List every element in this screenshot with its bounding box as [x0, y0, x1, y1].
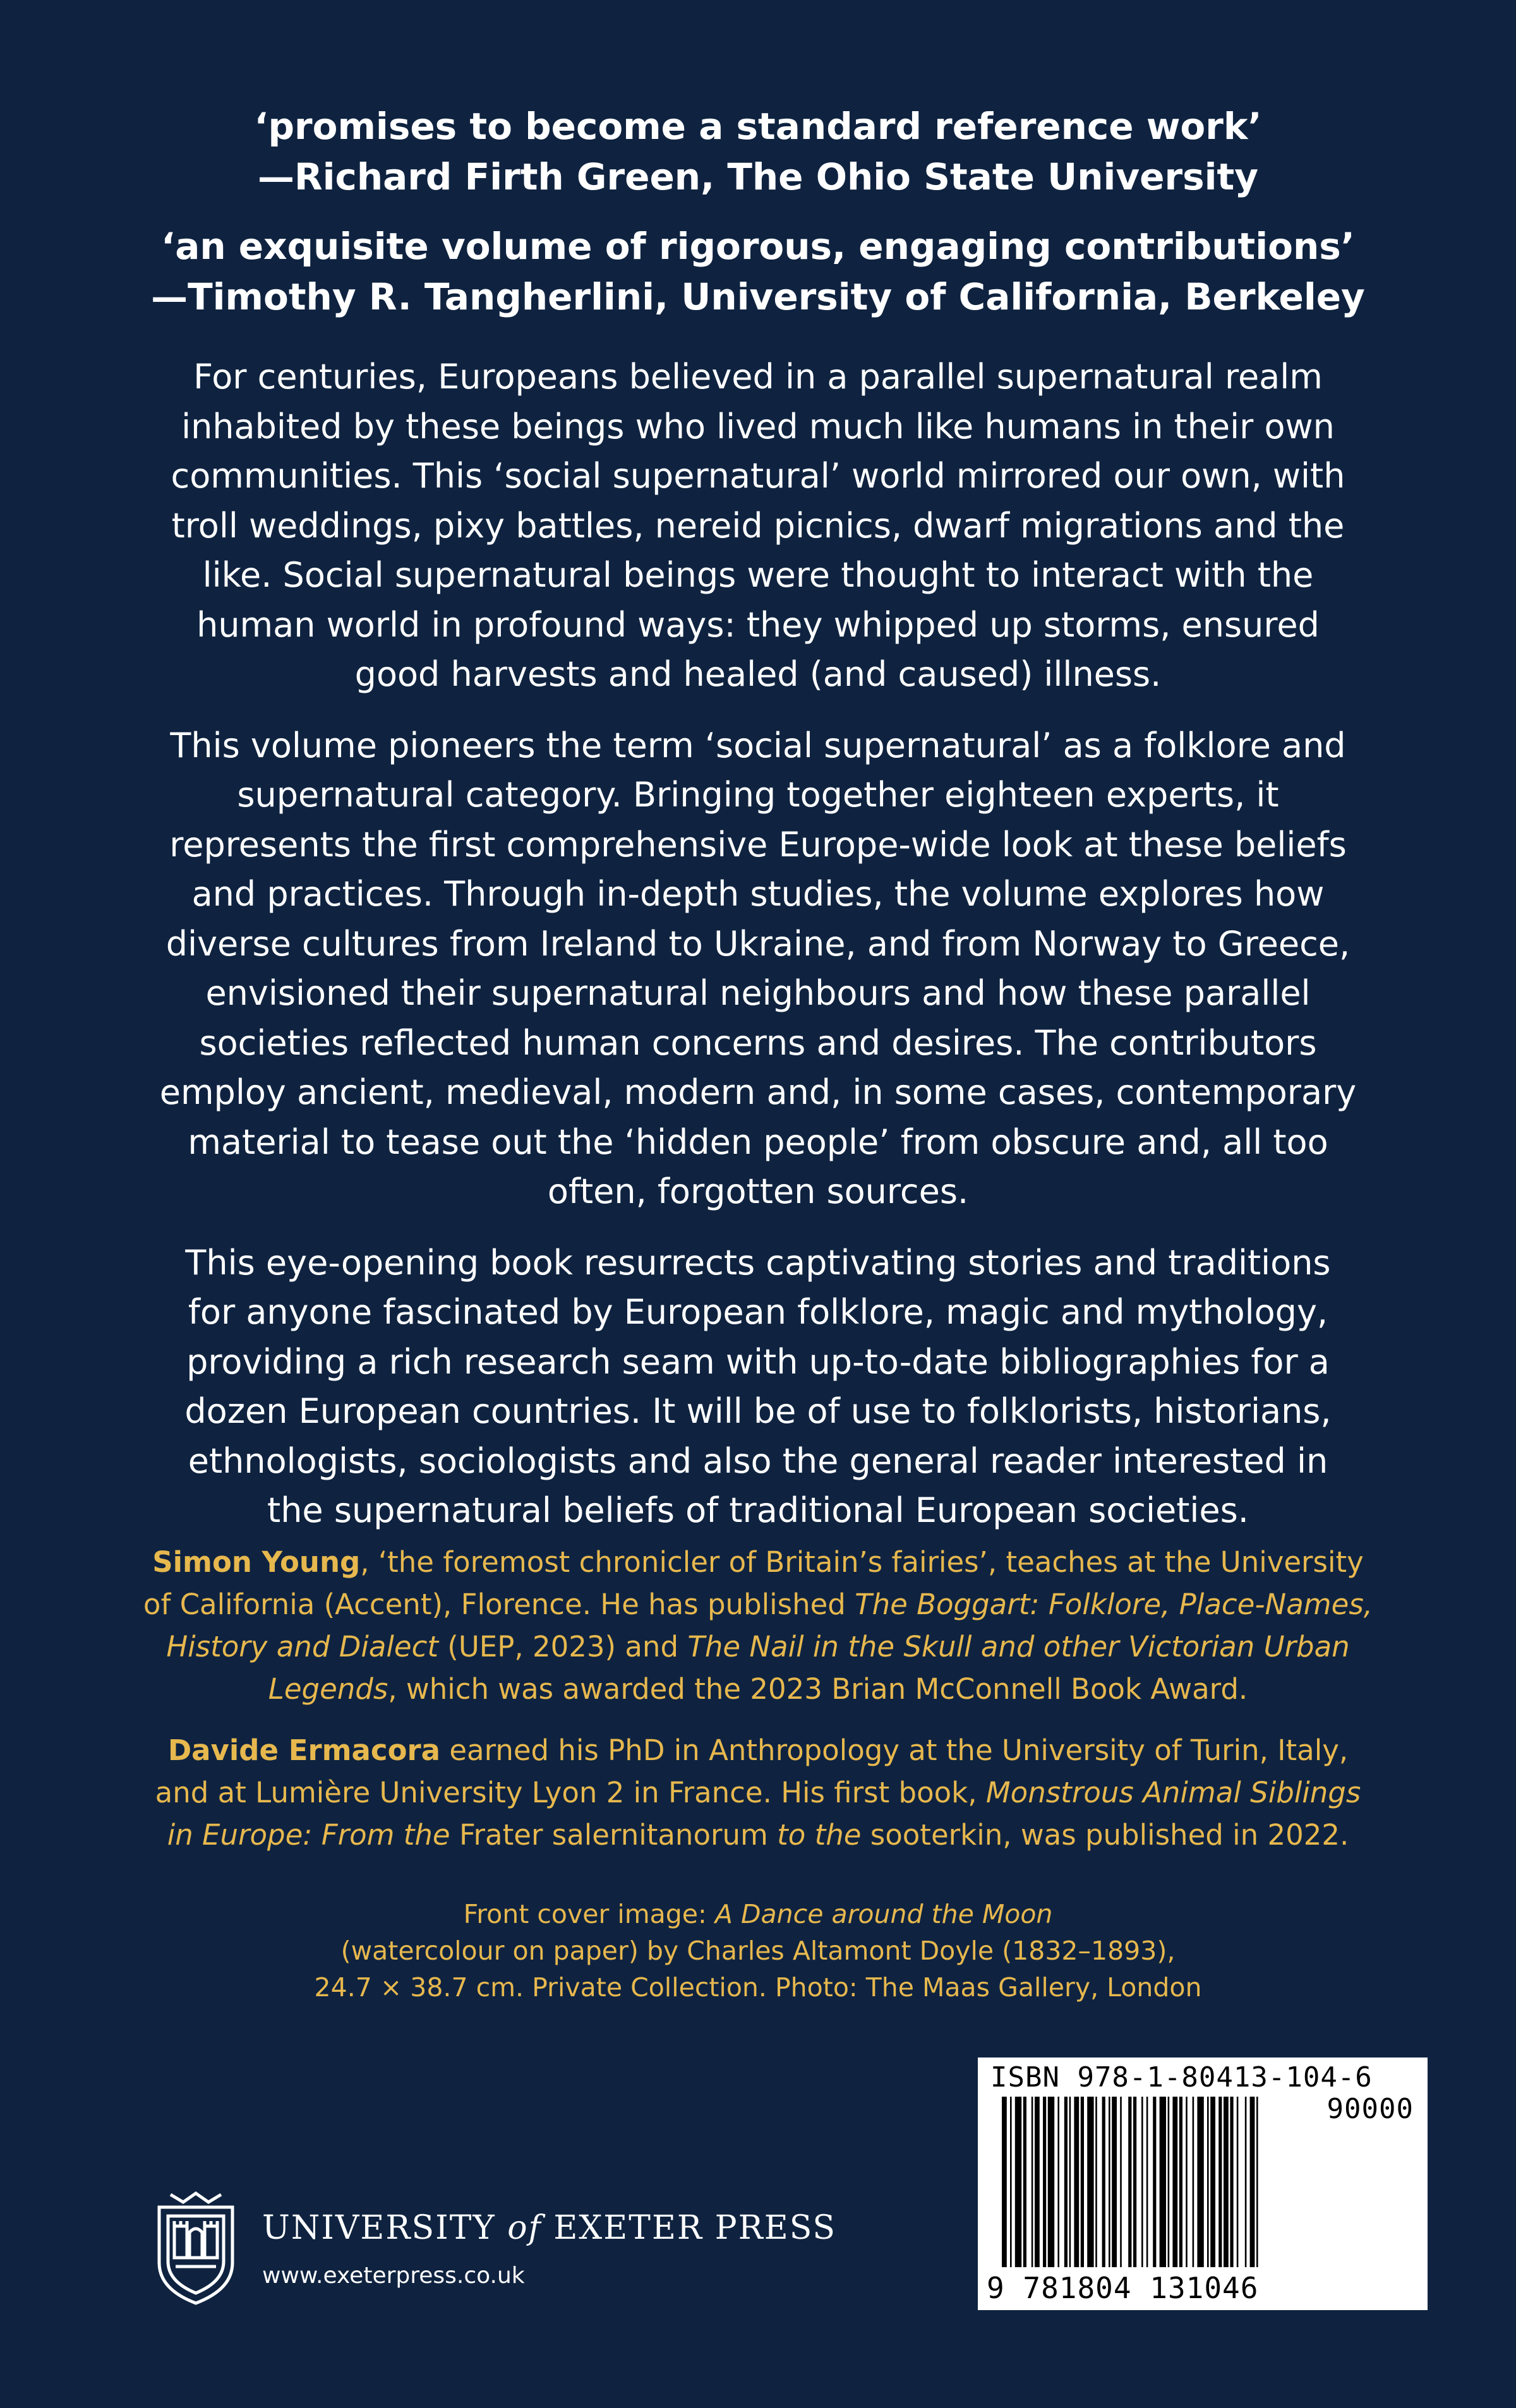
description-paragraph-3: This eye-opening book resurrects captivating stories and traditions for anyone fascinated by European folklore, magic and mythology, providing a rich research seam with up-to-date bibliographies for a dozen European countries. It will be of use to folklorists, historians, ethnologists, sociologists and also the general reader interested in the supernatural beliefs of traditional European societies.: [184, 1242, 1332, 1530]
isbn-text: ISBN 978-1-80413-104-6: [990, 2061, 1373, 2094]
endorsement-attribution: —Richard Firth Green, The Ohio State University: [257, 155, 1259, 198]
bio-simon-young: Simon Young, ‘the foremost chronicler of Britain’s fairies’, teaches at the University of California (Accent), Florence. He has published The Boggart: Folklore, Place-Names, History and Dialect (UEP, 2023) and The Nail in the Skull and other Victorian Urban Legends, which was awarded the 2023 Brian McConnell Book Award.: [143, 1545, 1373, 1706]
endorsement-1: [0, 101, 1516, 202]
barcode-digits: 9 781804 131046: [987, 2271, 1259, 2305]
bio-davide-ermacora: Davide Ermacora earned his PhD in Anthropology at the University of Turin, Italy, and at Lumière University Lyon 2 in France. His first book, Monstrous Animal Siblings in Europe: From the Frater salernitanorum to the sooterkin, was published in 2022.: [155, 1734, 1361, 1852]
price-code: 90000: [1326, 2093, 1414, 2125]
publisher-name: UNIVERSITY of EXETER PRESS: [262, 2209, 837, 2247]
cover-image-credit: Front cover image: A Dance around the Moon (watercolour on paper) by Charles Altamont Doyle (1832–1893), 24.7 × 38.7 cm. Private Collection. Photo: The Maas Gallery, London: [314, 1899, 1202, 2003]
endorsement-quote: ‘promises to become a standard reference work’: [254, 105, 1262, 148]
book-title: The Boggart: Folklore, Place-Names, History and Dialect: [166, 1588, 1373, 1663]
endorsement-2: [0, 221, 1516, 322]
exeter-crest-icon: [145, 2188, 246, 2308]
endorsement-quote: ‘an exquisite volume of rigorous, engaging contributions’: [161, 225, 1355, 268]
publisher-url[interactable]: www.exeterpress.co.uk: [262, 2263, 525, 2289]
artwork-title: A Dance around the Moon: [714, 1899, 1053, 1929]
book-description: [158, 352, 1358, 1557]
description-paragraph-1: For centuries, Europeans believed in a parallel supernatural realm inhabited by these beings who lived much like humans in their own communities. This ‘social supernatural’ world mirrored our own, with troll weddings, pixy battles, nereid picnics, dwarf migrations and the like. Social supernatural beings were thought to interact with the human world in profound ways: they whipped up storms, ensured good harvests and healed (and caused) illness.: [171, 357, 1345, 694]
description-paragraph-2: This volume pioneers the term ‘social supernatural’ as a folklore and supernatural category. Bringing together eighteen experts, it represents the first comprehensive Europe-wide look at these beliefs and practices. Through in-depth studies, the volume explores how diverse cultures from Ireland to Ukraine, and from Norway to Greece, envisioned their supernatural neighbours and how these parallel societies reflected human concerns and desires. The contributors employ ancient, medieval, modern and, in some cases, contemporary material to tease out the ‘hidden people’ from obscure and, all too often, forgotten sources.: [159, 725, 1357, 1211]
isbn-barcode: [978, 2058, 1428, 2310]
book-title: The Nail in the Skull and other Victorian Urban Legends: [268, 1630, 1350, 1706]
editor-bios: [139, 1541, 1377, 1875]
endorsements: [0, 101, 1516, 341]
endorsement-attribution: —Timothy R. Tangherlini, University of California, Berkeley: [151, 275, 1365, 318]
editor-name: Davide Ermacora: [167, 1734, 441, 1767]
editor-name: Simon Young: [152, 1545, 361, 1579]
barcode-bars: [1002, 2097, 1273, 2267]
book-title: Monstrous Animal Siblings in Europe: From the: [167, 1776, 1361, 1852]
publisher-imprint: [145, 2188, 872, 2315]
